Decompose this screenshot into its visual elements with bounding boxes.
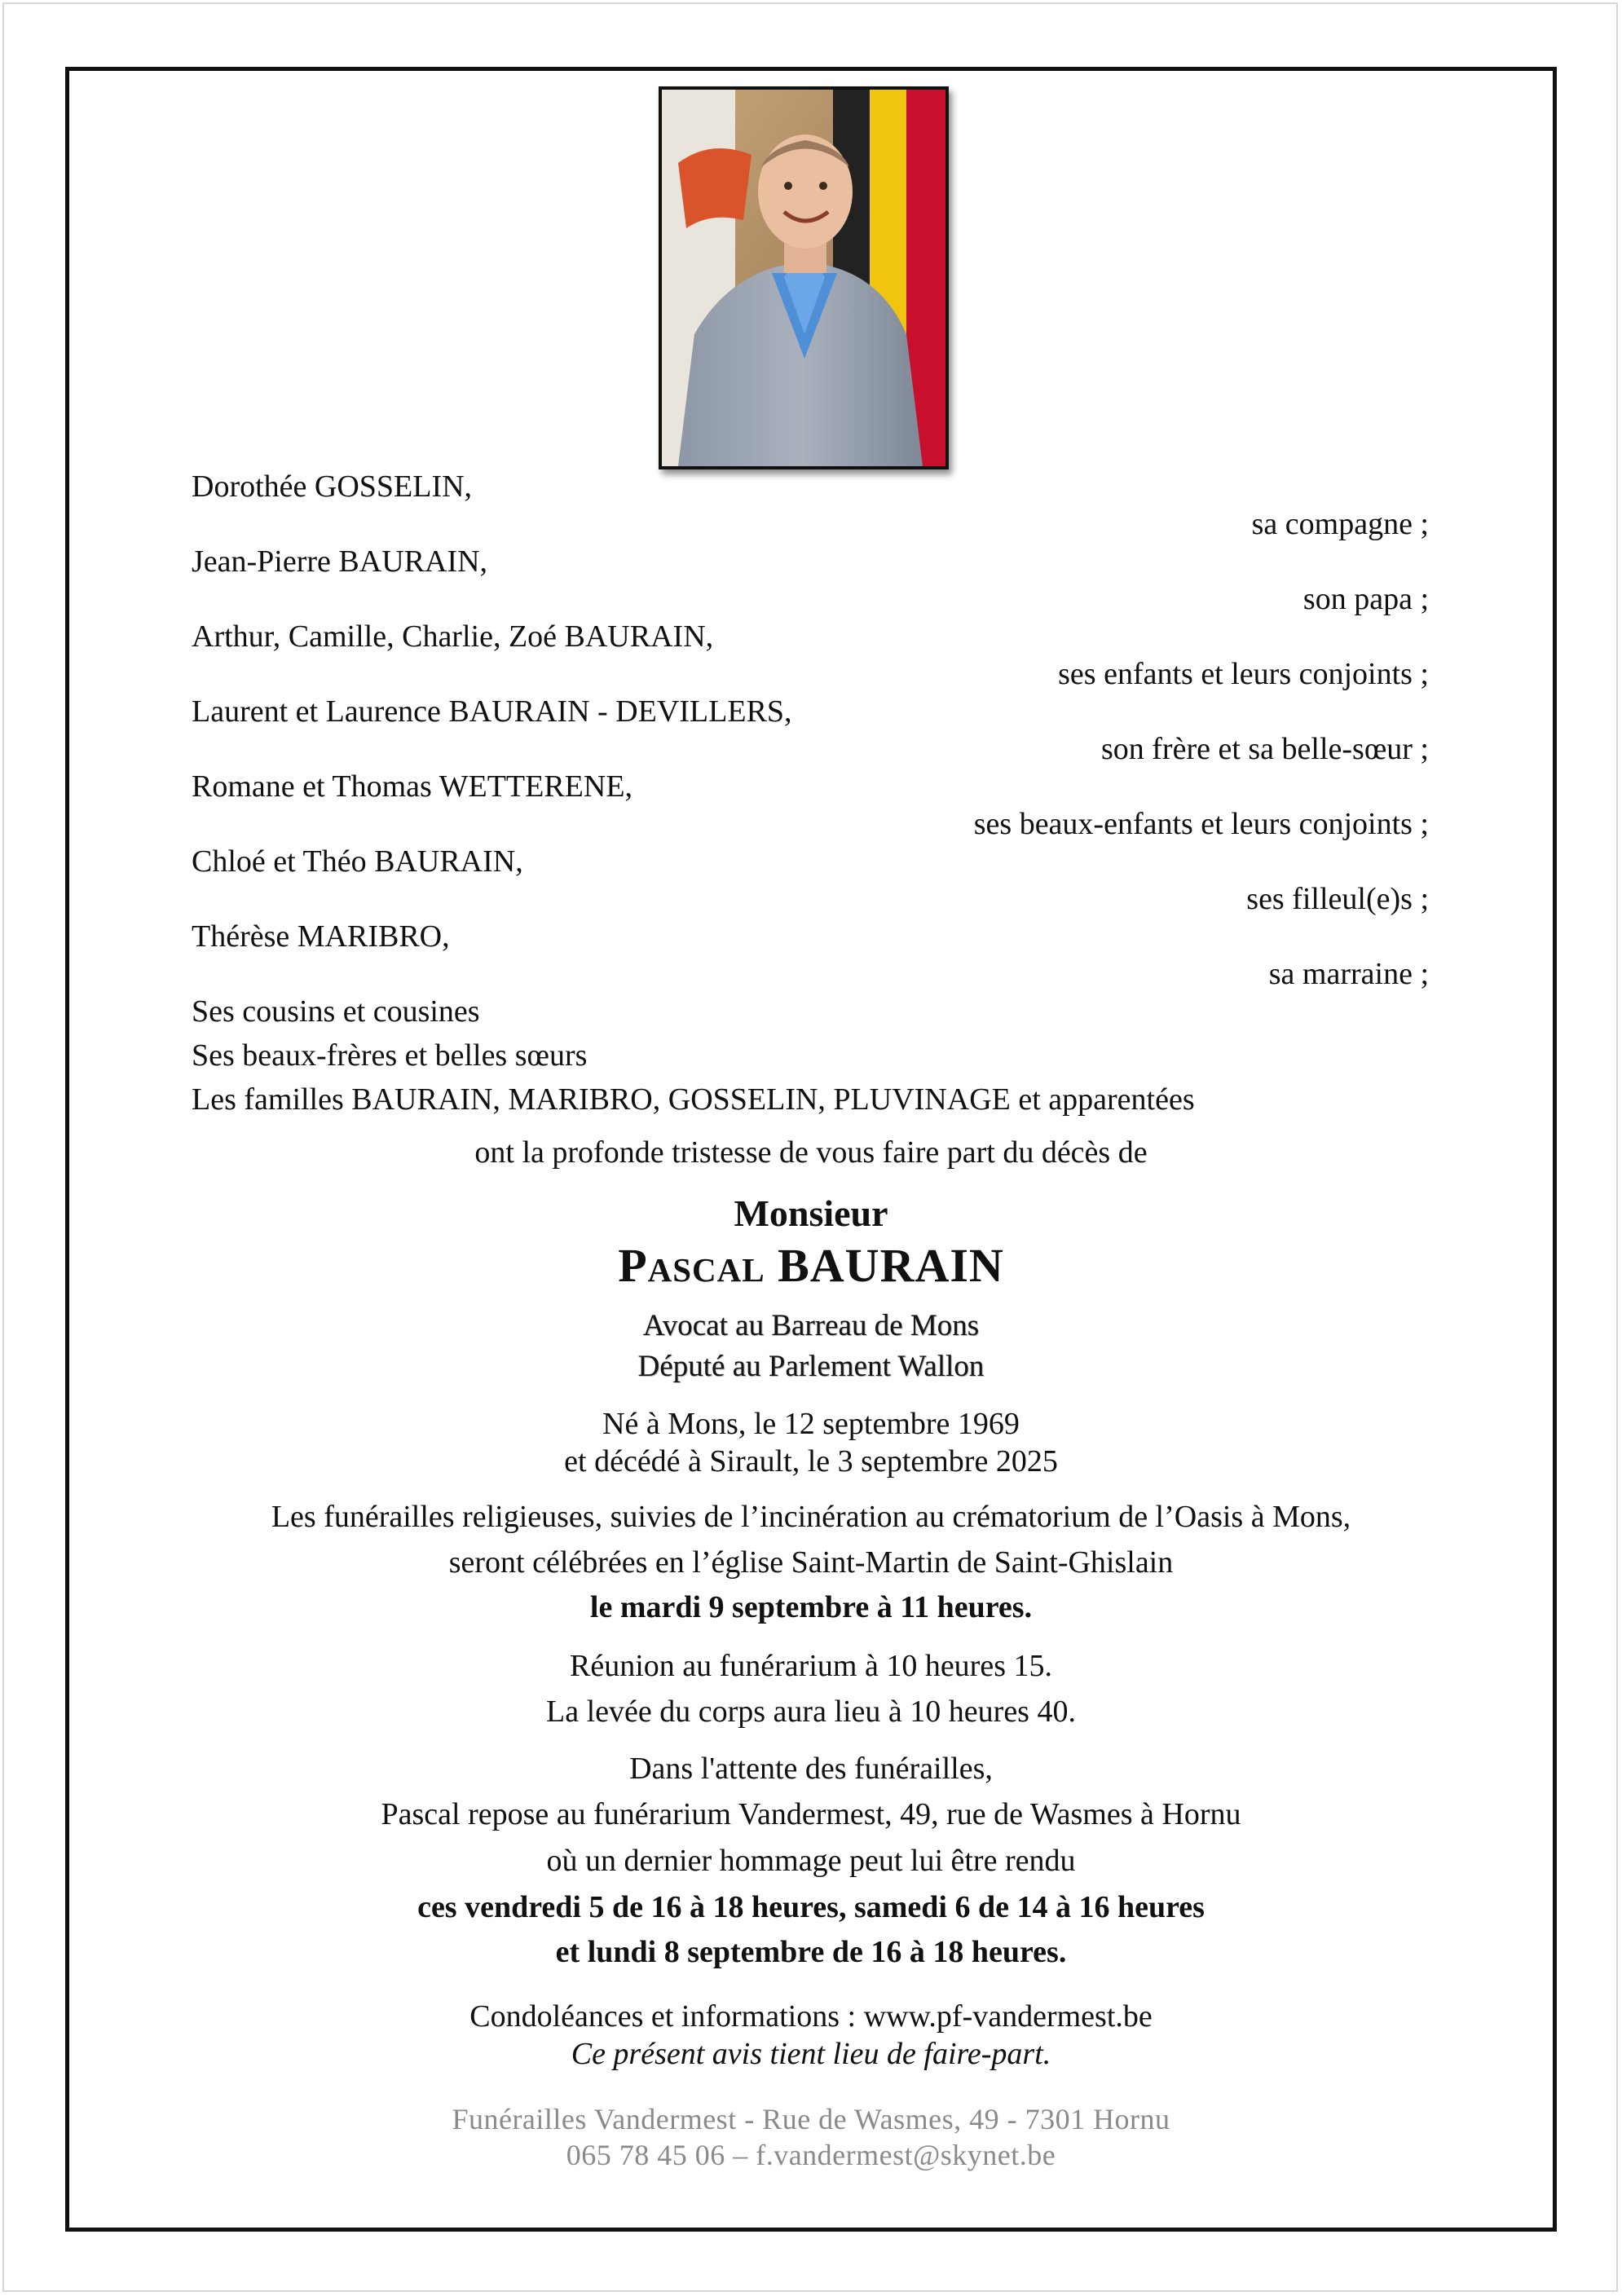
family-name-3: Laurent et Laurence BAURAIN - DEVILLERS, bbox=[192, 694, 792, 729]
family-name-0: Dorothée GOSSELIN, bbox=[192, 469, 473, 504]
visitation-line-3: où un dernier hommage peut lui être rendu bbox=[546, 1844, 1076, 1878]
visitation-line-2: Pascal repose au funérarium Vandermest, 49, rue de Wasmes à Hornu bbox=[381, 1797, 1241, 1831]
family-relation-5: ses filleul(e)s ; bbox=[1246, 882, 1429, 916]
family-relation-2: ses enfants et leurs conjoints ; bbox=[1058, 657, 1429, 691]
family-relation-6: sa marraine ; bbox=[1268, 957, 1429, 991]
family-name-6: Thérèse MARIBRO, bbox=[192, 919, 450, 954]
others-line-2: Les familles BAURAIN, MARIBRO, GOSSELIN, PLUVINAGE et apparentées bbox=[192, 1082, 1195, 1117]
portrait-photo bbox=[659, 86, 949, 469]
others-line-0: Ses cousins et cousines bbox=[192, 994, 480, 1029]
funeral-line-1: Les funérailles religieuses, suivies de l’incinération au crématorium de l’Oasis à Mons, bbox=[271, 1500, 1351, 1534]
family-name-2: Arthur, Camille, Charlie, Zoé BAURAIN, bbox=[192, 619, 714, 654]
deceased-first-name: Pascal bbox=[618, 1239, 765, 1292]
notice-statement: Ce présent avis tient lieu de faire-part. bbox=[571, 2037, 1051, 2071]
family-relation-4: ses beaux-enfants et leurs conjoints ; bbox=[973, 807, 1429, 841]
family-name-4: Romane et Thomas WETTERENE, bbox=[192, 769, 633, 804]
family-name-1: Jean-Pierre BAURAIN, bbox=[192, 544, 488, 579]
deceased-honorific: Monsieur bbox=[734, 1192, 888, 1234]
funeral-line-2: seront célébrées en l’église Saint-Martin de Saint-Ghislain bbox=[448, 1545, 1174, 1580]
birth-info: Né à Mons, le 12 septembre 1969 bbox=[602, 1407, 1020, 1441]
visitation-hours-1: ces vendredi 5 de 16 à 18 heures, samedi 6 de 14 à 16 heures bbox=[417, 1890, 1205, 1924]
family-relation-3: son frère et sa belle-sœur ; bbox=[1100, 732, 1429, 766]
visitation-line-1: Dans l'attente des funérailles, bbox=[629, 1752, 993, 1786]
deceased-name bbox=[65, 1239, 1557, 1292]
condolences-info: Condoléances et informations : www.pf-vandermest.be bbox=[469, 1999, 1153, 2034]
funeral-date: le mardi 9 septembre à 11 heures. bbox=[589, 1590, 1033, 1624]
funeral-meeting: Réunion au funérarium à 10 heures 15. bbox=[570, 1649, 1052, 1683]
funeral-levee: La levée du corps aura lieu à 10 heures 40. bbox=[546, 1694, 1076, 1729]
family-name-5: Chloé et Théo BAURAIN, bbox=[192, 844, 523, 879]
deceased-last-name: BAURAIN bbox=[778, 1239, 1004, 1292]
announcement: ont la profonde tristesse de vous faire part du décès de bbox=[474, 1135, 1148, 1170]
visitation-hours-2: et lundi 8 septembre de 16 à 18 heures. bbox=[555, 1935, 1067, 1969]
family-relation-1: son papa ; bbox=[1302, 582, 1429, 616]
deceased-role-0: Avocat au Barreau de Mons bbox=[642, 1309, 980, 1342]
deceased-role-1: Député au Parlement Wallon bbox=[637, 1350, 985, 1383]
footer-contact: 065 78 45 06 – f.vandermest@skynet.be bbox=[566, 2139, 1056, 2171]
others-line-1: Ses beaux-frères et belles sœurs bbox=[192, 1038, 588, 1073]
death-info: et décédé à Sirault, le 3 septembre 2025 bbox=[564, 1444, 1058, 1479]
footer-address: Funérailles Vandermest - Rue de Wasmes, 49 - 7301 Hornu bbox=[452, 2103, 1170, 2135]
family-relation-0: sa compagne ; bbox=[1251, 507, 1429, 541]
